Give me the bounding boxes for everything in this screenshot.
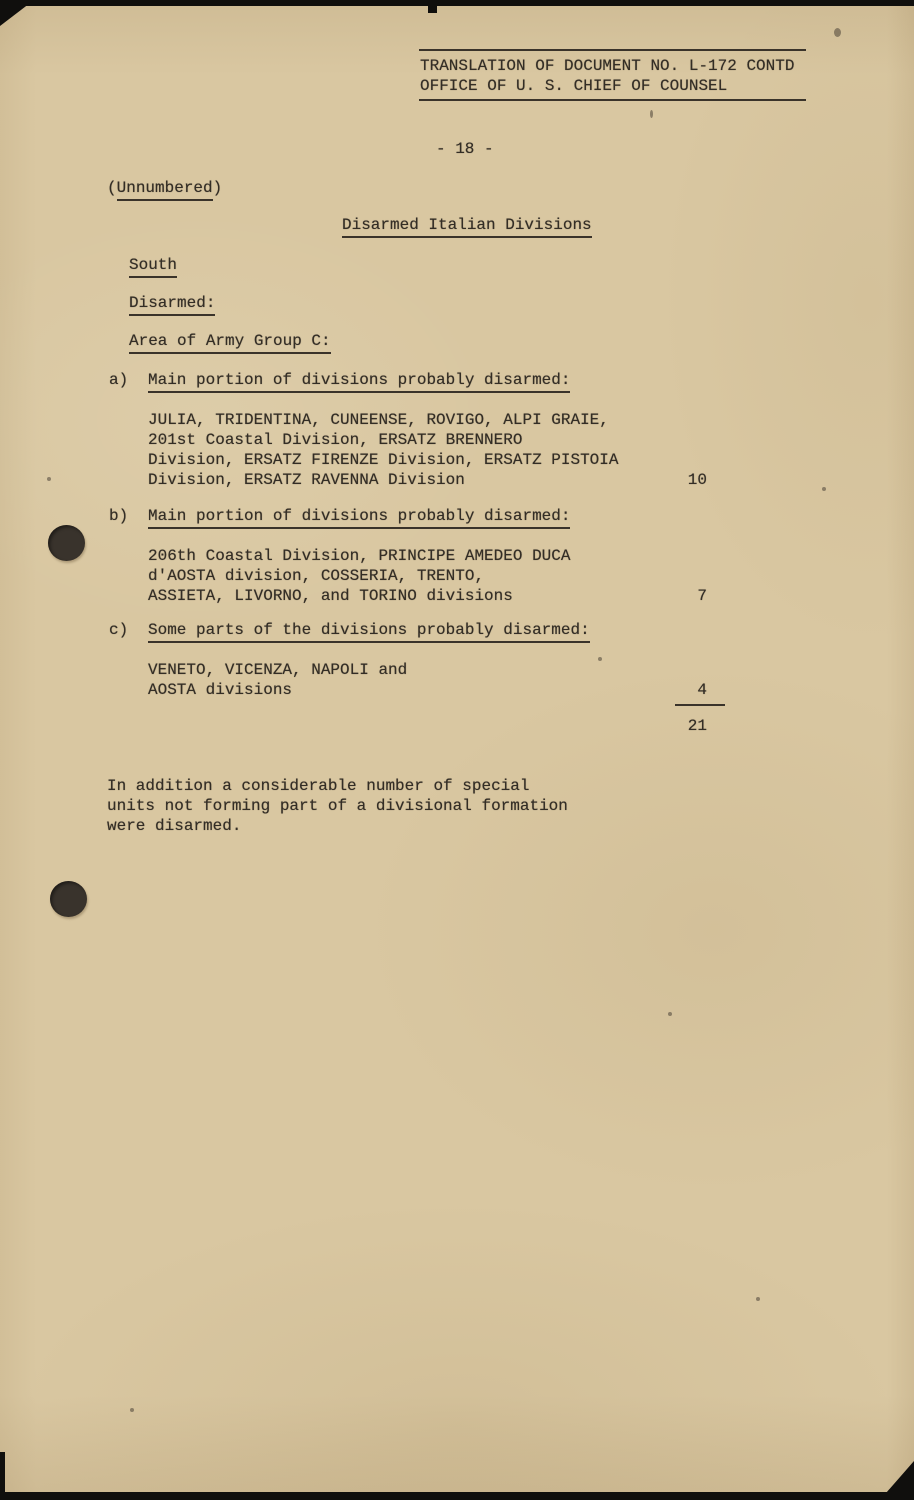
body-line: AOSTA divisions [148,681,293,699]
body-line: Division, ERSATZ FIRENZE Division, ERSATZ PISTOIA [148,451,619,469]
scan-speck [130,1408,134,1412]
section-c-body [148,660,407,700]
scan-speck [598,657,602,661]
closing-line: units not forming part of a divisional formation [107,797,568,815]
section-c-count: 4 [697,681,707,699]
scan-corner-bottom-right [886,1461,914,1493]
subheading-status: Disarmed: [129,293,215,316]
body-line: 206th Coastal Division, PRINCIPE AMEDEO DUCA [148,547,571,565]
closing-line: were disarmed. [107,817,242,835]
hole-punch-top [48,525,85,561]
hole-punch-bottom [50,881,87,917]
total-count: 21 [687,717,707,735]
body-line: JULIA, TRIDENTINA, CUNEENSE, ROVIGO, ALPI GRAIE, [148,411,609,429]
section-c-heading: Some parts of the divisions probably disarmed: [148,620,590,643]
scan-speck [756,1297,760,1301]
section-b-marker: b) [109,507,129,525]
section-b-body [148,546,570,606]
scan-speck [47,477,51,481]
scan-corner-bottom-left [0,1452,5,1494]
closing-line: In addition a considerable number of special [107,777,530,795]
sum-rule [675,704,725,706]
section-c-marker: c) [109,621,129,639]
section-a-body [148,410,618,490]
subheading-region: South [129,255,177,278]
body-line: VENETO, VICENZA, NAPOLI and [148,661,408,679]
section-b-count: 7 [697,587,707,605]
section-a-marker: a) [109,371,129,389]
scan-notch-top [428,0,437,13]
document-header [419,49,806,101]
section-b-heading: Main portion of divisions probably disarmed: [148,506,570,529]
scan-corner-top-left [0,0,34,26]
closing-paragraph [107,776,568,836]
body-line: 201st Coastal Division, ERSATZ BRENNERO [148,431,523,449]
doc-label [107,178,222,201]
page-number: - 18 - [436,140,494,158]
document-title: Disarmed Italian Divisions [342,215,592,238]
scan-speck [650,110,653,118]
doc-label-text: Unnumbered [117,178,213,201]
section-a-heading: Main portion of divisions probably disarmed: [148,370,570,393]
subheading-area: Area of Army Group C: [129,331,331,354]
scan-edge-top [0,0,914,6]
header-document-number: TRANSLATION OF DOCUMENT NO. L-172 CONTD [420,57,795,75]
doc-label-paren-open: ( [107,179,117,197]
body-line: d'AOSTA division, COSSERIA, TRENTO, [148,567,485,585]
body-line: ASSIETA, LIVORNO, and TORINO divisions [148,587,513,605]
doc-label-paren-close: ) [212,179,223,197]
scan-speck [834,28,841,37]
section-a-count: 10 [687,471,707,489]
header-office: OFFICE OF U. S. CHIEF OF COUNSEL [420,77,728,95]
scan-speck [822,487,826,491]
scan-speck [668,1012,672,1016]
scan-edge-bottom [0,1492,914,1500]
body-line: Division, ERSATZ RAVENNA Division [148,471,465,489]
